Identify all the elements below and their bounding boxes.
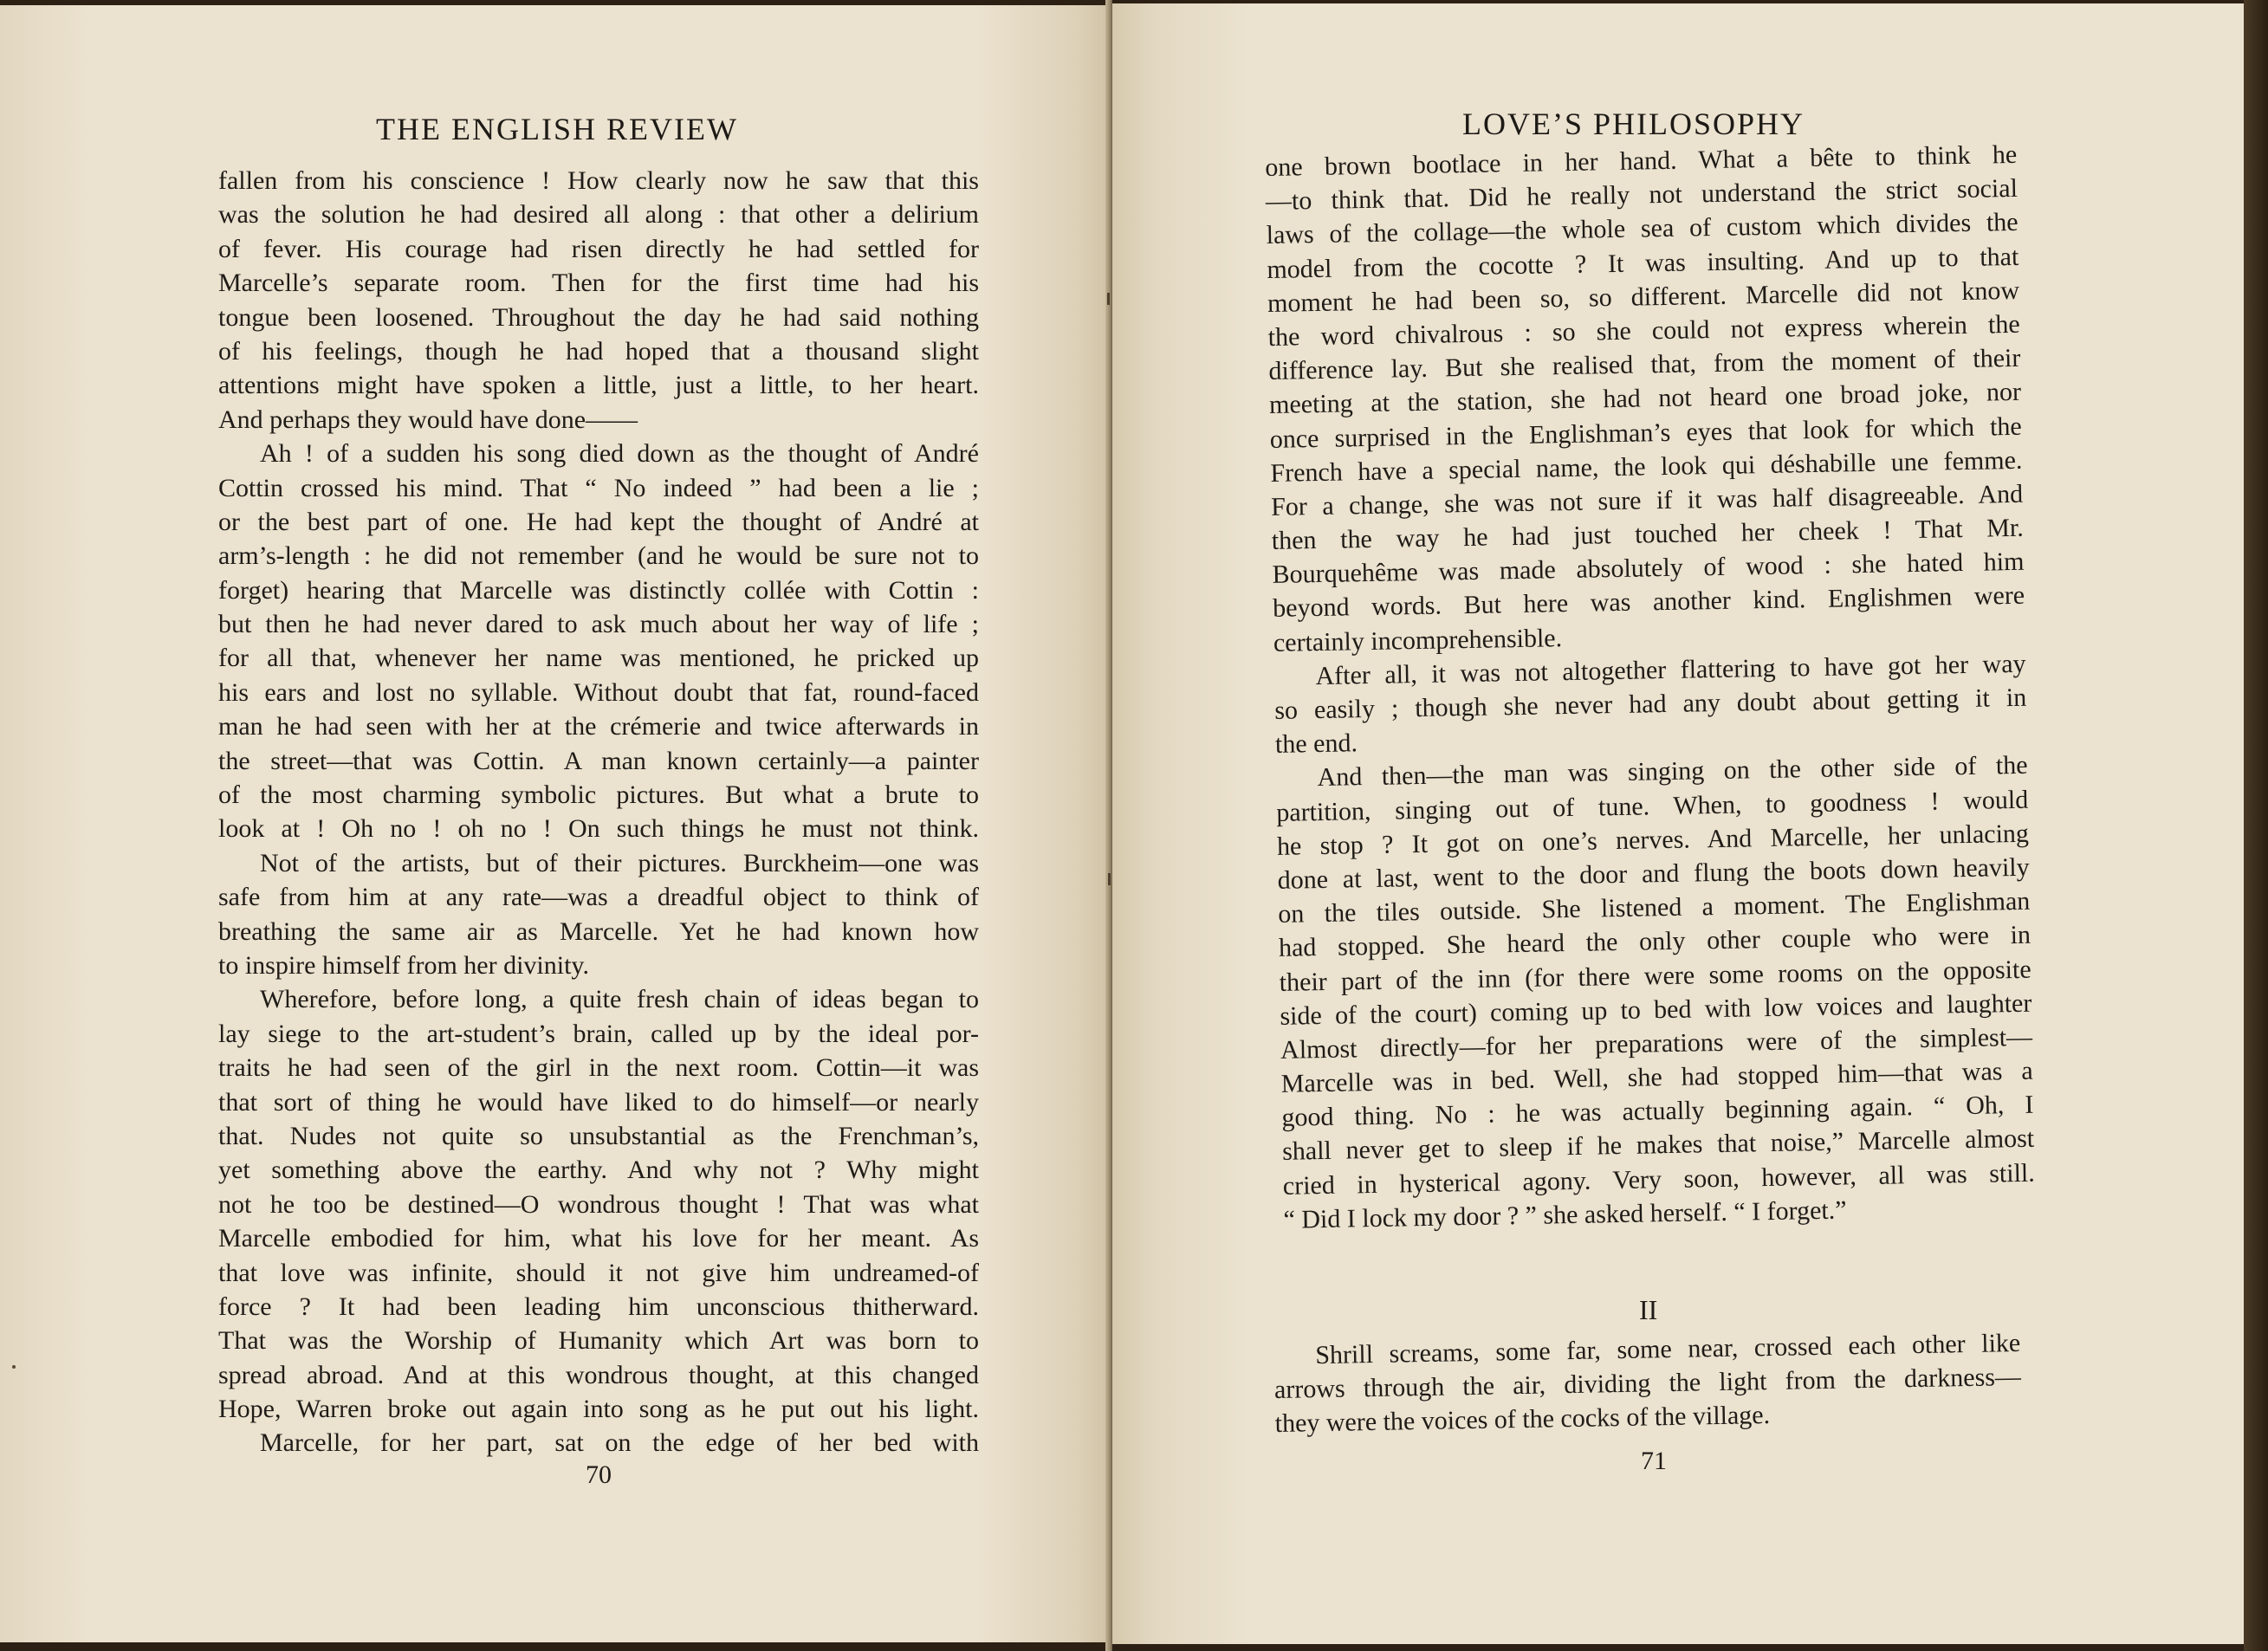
page-edge (2244, 0, 2268, 1651)
text-line: forget) hearing that Marcelle was distinctly collée with Cottin : (218, 575, 979, 605)
text-line: For a change, she was not sure if it was half disagreeable. And (1270, 479, 2024, 521)
right-page (1112, 0, 2244, 1651)
text-line: that love was infinite, should it not give him undreamed-of (218, 1258, 979, 1287)
text-line: Ah ! of a sudden his song died down as the thought of André (260, 439, 979, 469)
text-line: beyond words. But here was another kind. Englishmen were (1272, 581, 2025, 624)
text-line: traits he had seen of the girl in the next room. Cottin—it was (218, 1053, 979, 1083)
right-text-block (1265, 138, 2036, 1237)
text-line: laws of the collage—the whole sea of custom which divides the (1266, 208, 2019, 250)
text-line: That was the Worship of Humanity which Art was born to (218, 1326, 979, 1356)
text-line: of his feelings, though he had hoped that a thousand slight (218, 336, 979, 366)
text-line: to inspire himself from her divinity. (218, 950, 589, 980)
text-line: lay siege to the art-student’s brain, called up by the ideal por- (218, 1019, 979, 1048)
text-line: Wherefore, before long, a quite fresh chain of ideas began to (260, 985, 979, 1014)
binding-stitch (1107, 293, 1110, 305)
text-line: After all, it was not altogether flattering to have got her way (1315, 649, 2026, 690)
section-number: II (1639, 1294, 1658, 1325)
text-line: of fever. His courage had risen directly he had settled for (218, 234, 979, 263)
text-line: Marcelle was in bed. Well, she had stopped him—that was a (1280, 1056, 2033, 1098)
text-line: French have a special name, the look qui déshabille une femme. (1270, 445, 2023, 488)
text-line: Cottin crossed his mind. That “ No indeed ” had been a lie ; (218, 473, 979, 502)
text-line: so easily ; though she never had any doubt about getting it in (1273, 683, 2027, 725)
text-line: arrows through the air, dividing the light from the darkness— (1273, 1363, 2022, 1405)
text-line: safe from him at any rate—was a dreadful object to think of (218, 883, 979, 912)
text-line: was the solution he had desired all along : that other a delirium (218, 200, 979, 230)
text-line: on the tiles outside. She listened a moment. The Englishman (1278, 886, 2031, 929)
text-line: model from the cocotte ? It was insulting. And up to that (1267, 242, 2019, 284)
text-line: for all that, whenever her name was mentioned, he pricked up (218, 644, 979, 673)
text-line: moment he had been so, so different. Marcelle did not know (1267, 275, 2020, 318)
text-line: once surprised in the Englishman’s eyes that look for which the (1269, 411, 2022, 454)
text-line: fallen from his conscience ! How clearly now he saw that this (218, 166, 979, 195)
left-page (0, 0, 1111, 1651)
text-line: had stopped. She heard the only other couple who were in (1278, 921, 2031, 963)
text-line: his ears and lost no syllable. Without doubt that fat, round-faced (218, 677, 979, 707)
left-running-head: THE ENGLISH REVIEW (376, 112, 738, 146)
text-line: Hope, Warren broke out again into song as he put out his light. (218, 1395, 979, 1424)
text-line: shall never get to sleep if he makes that noise,” Marcelle almost (1281, 1124, 2035, 1167)
right-running-head: LOVE’S PHILOSOPHY (1462, 107, 1805, 141)
text-line: yet something above the earthy. And why not ? Why might (218, 1156, 979, 1185)
text-line: he stop ? It got on one’s nerves. And Marcelle, her unlacing (1276, 819, 2030, 861)
left-page-number: 70 (586, 1460, 612, 1489)
text-line: certainly incomprehensible. (1273, 623, 1563, 657)
text-line: And perhaps they would have done—— (218, 405, 638, 434)
text-line: good thing. No : he was actually beginning again. “ Oh, I (1281, 1090, 2034, 1133)
text-line: side of the court) coming up to bed with low voices and laughter (1280, 988, 2032, 1031)
text-line: meeting at the station, she had not heard one broad joke, nor (1268, 378, 2022, 420)
text-line: “ Did I lock my door ? ” she asked herself. “ I forget.” (1283, 1195, 1847, 1234)
text-line: one brown bootlace in her hand. What a bête to think he (1265, 139, 2018, 182)
text-line: the word chivalrous : so she could not express wherein the (1267, 309, 2020, 352)
text-line: Not of the artists, but of their pictures. Burckheim—one was (260, 848, 979, 877)
text-line: tongue been loosened. Throughout the day he had said nothing (218, 302, 979, 332)
text-line: not he too be destined—O wondrous thought ! That was what (218, 1189, 979, 1219)
text-line: they were the voices of the cocks of the village. (1274, 1401, 1771, 1439)
left-text-block (218, 164, 979, 1460)
text-line: And then—the man was singing on the other side of the (1317, 751, 2028, 793)
text-line: attentions might have spoken a little, just a little, to her heart. (218, 371, 979, 400)
text-line: spread abroad. And at this wondrous thought, at this changed (218, 1360, 979, 1389)
binding-stitch (1108, 873, 1111, 885)
text-line: Almost directly—for her preparations were of the simplest— (1280, 1022, 2033, 1065)
text-line: of the most charming symbolic pictures. But what a brute to (218, 780, 979, 810)
text-line: Marcelle embodied for him, what his love for her meant. As (218, 1224, 979, 1253)
paper-speck (12, 1365, 16, 1369)
text-line: cried in hysterical agony. Very soon, however, all was still. (1282, 1158, 2036, 1201)
text-line: look at ! Oh no ! oh no ! On such things he must not think. (218, 814, 979, 844)
text-line: Shrill screams, some far, some near, crossed each other like (1315, 1328, 2021, 1370)
text-line: Marcelle, for her part, sat on the edge of her bed with (260, 1428, 979, 1458)
text-line: done at last, went to the door and flung the boots down heavily (1277, 852, 2030, 895)
text-line: that. Nudes not quite so unsubstantial as the Frenchman’s, (218, 1121, 979, 1150)
right-page-number: 71 (1641, 1447, 1667, 1475)
text-line: the street—that was Cottin. A man known certainly—a painter (218, 746, 979, 775)
text-line: that sort of thing he would have liked to do himself—or nearly (218, 1087, 979, 1117)
text-line: —to think that. Did he really not understand the strict social (1265, 174, 2019, 217)
text-line: Marcelle’s separate room. Then for the first time had his (218, 269, 979, 298)
text-line: but then he had never dared to ask much about her way of life ; (218, 610, 979, 639)
text-line: or the best part of one. He had kept the thought of André at (218, 507, 979, 536)
text-line: arm’s-length : he did not remember (and he would be sure not to (218, 541, 979, 571)
text-line: then the way he had just touched her cheek ! That Mr. (1271, 513, 2025, 555)
text-line: breathing the same air as Marcelle. Yet he had known how (218, 916, 979, 946)
text-line: their part of the inn (for there were some rooms on the opposite (1279, 955, 2031, 997)
text-line: force ? It had been leading him unconscious thitherward. (218, 1292, 979, 1321)
text-line: partition, singing out of tune. When, to goodness ! would (1276, 785, 2029, 827)
text-line: Bourquehême was made absolutely of wood : she hated him (1272, 547, 2025, 590)
text-line: difference lay. But she realised that, from the moment of their (1268, 343, 2021, 386)
text-line: man he had seen with her at the crémerie and twice afterwards in (218, 712, 979, 741)
section-text-block (1273, 1326, 2022, 1441)
text-line: the end. (1274, 728, 1358, 760)
